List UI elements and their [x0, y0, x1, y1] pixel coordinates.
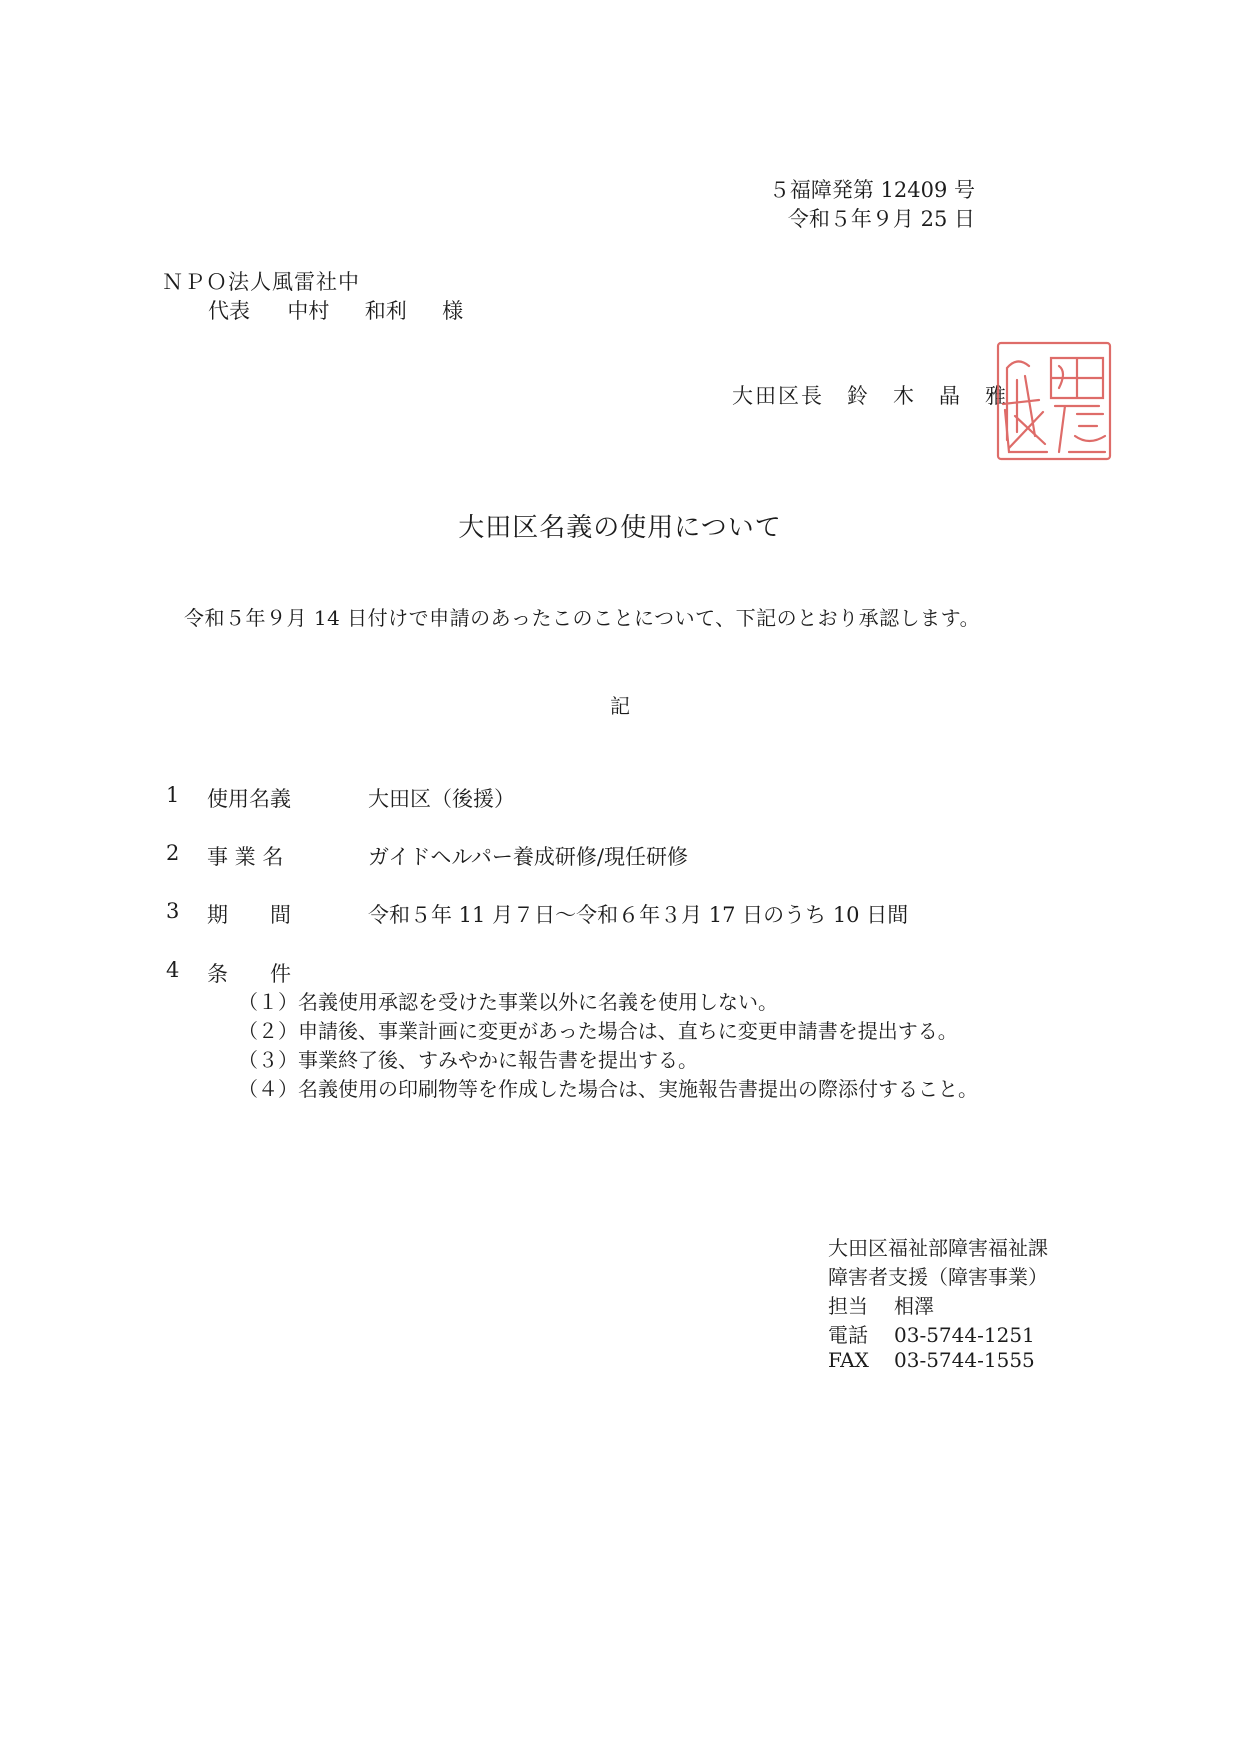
recipient-honorific: 様: [442, 299, 464, 323]
condition-item: （４）名義使用の印刷物等を作成した場合は、実施報告書提出の際添付すること。: [238, 1077, 978, 1101]
condition-item: （１）名義使用承認を受けた事業以外に名義を使用しない。: [238, 990, 778, 1014]
item-value: 令和５年 11 月７日～令和６年３月 17 日のうち 10 日間: [368, 903, 909, 927]
item-number: 2: [166, 841, 180, 865]
recipient-given-name: 和利: [364, 299, 407, 323]
recipient-representative: [208, 301, 463, 322]
document-number: ５福障発第 12409 号: [768, 178, 975, 202]
item-number: 3: [166, 899, 180, 923]
item-number: 1: [166, 783, 180, 807]
condition-item: （３）事業終了後、すみやかに報告書を提出する。: [238, 1048, 698, 1072]
contact-tel-row: [828, 1319, 1035, 1348]
ki-heading: 記: [610, 694, 630, 718]
contact-person: 相澤: [894, 1294, 934, 1318]
item-value: 大田区（後援）: [368, 787, 515, 811]
sender-name: 大田区長 鈴 木 晶 雅: [732, 384, 1008, 408]
contact-fax: 03-5744-1555: [894, 1348, 1035, 1372]
item-label: 条 件: [207, 962, 291, 986]
contact-person-label: 担当: [828, 1294, 868, 1318]
contact-person-row: [828, 1290, 934, 1319]
item-label: 使用名義: [207, 787, 291, 811]
contact-tel-label: 電話: [828, 1323, 868, 1347]
approval-statement: 令和５年９月 14 日付けで申請のあったこのことについて、下記のとおり承認します。: [184, 606, 981, 630]
contact-fax-label: FAX: [828, 1348, 869, 1372]
document-title: 大田区名義の使用について: [458, 513, 782, 543]
contact-section: 障害者支援（障害事業）: [828, 1265, 1048, 1289]
document-date: 令和５年９月 25 日: [787, 207, 975, 231]
item-value: ガイドヘルパー養成研修/現任研修: [368, 845, 688, 869]
condition-item: （２）申請後、事業計画に変更があった場合は、直ちに変更申請書を提出する。: [238, 1019, 958, 1043]
recipient-title: 代表: [208, 299, 250, 323]
contact-tel: 03-5744-1251: [894, 1323, 1035, 1347]
recipient-organization: ＮＰＯ法人風雷社中: [162, 270, 360, 294]
item-label: 事 業 名: [207, 845, 284, 869]
contact-fax-row: [828, 1348, 1035, 1372]
item-number: 4: [166, 958, 180, 982]
contact-department: 大田区福祉部障害福祉課: [828, 1236, 1048, 1260]
item-label: 期 間: [207, 903, 291, 927]
official-seal-icon: [995, 340, 1113, 462]
recipient-family-name: 中村: [287, 299, 330, 323]
